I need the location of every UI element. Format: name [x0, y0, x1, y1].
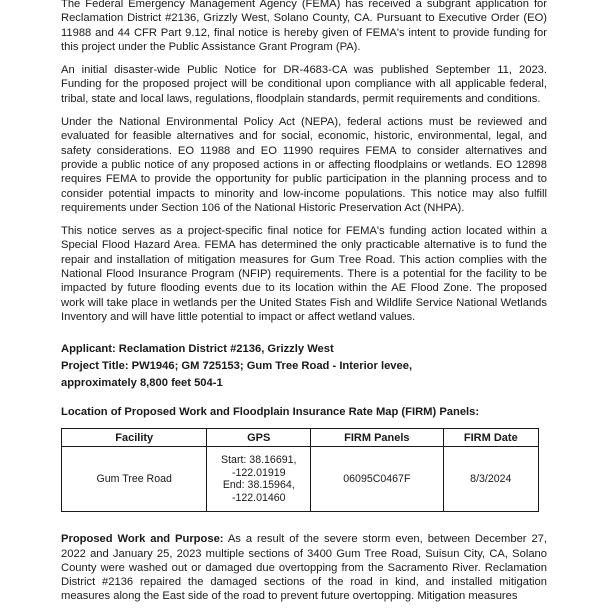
proposed-work-paragraph — [61, 532, 547, 603]
col-firm-date-header: FIRM Date — [443, 429, 538, 447]
applicant-line: Applicant: Reclamation District #2136, Grizzly West — [61, 343, 334, 356]
gps-end-label: End: 38.15964, — [222, 479, 295, 492]
notice-document — [61, 0, 547, 615]
firm-table — [61, 428, 539, 512]
final-notice-paragraph: This notice serves as a project-specific final notice for FEMA's funding action located within a Special Flood Hazard Area. FEMA has determined the only practicable alternative is to fund the repair and installation of mitigation measures for Gum Tree Road. This action complies with the National Flood Insurance Program (NFIP) requirements. There is a potential for the facility to be impacted by future flooding events due to its location within the AE Flood Zone. The proposed work will take place in wetlands per the United States Fish and Wildlife Service National Wetlands Inventory and will have little potential to impact or affect wetland values. — [61, 225, 547, 323]
col-gps-header: GPS — [207, 429, 311, 447]
proposed-work-lead: Proposed Work and Purpose: — [61, 533, 224, 546]
gps-end-longitude: -122.01460 — [231, 491, 286, 504]
gps-start-label: Start: 38.16691, — [221, 454, 297, 467]
project-title-continued: approximately 8,800 feet 504-1 — [61, 377, 223, 390]
facility-cell: Gum Tree Road — [62, 447, 207, 512]
firm-panels-cell: 06095C0467F — [311, 447, 444, 512]
col-firm-panels-header: FIRM Panels — [311, 429, 444, 447]
firm-date-cell: 8/3/2024 — [443, 447, 538, 512]
location-heading: Location of Proposed Work and Floodplain Insurance Rate Map (FIRM) Panels: — [61, 406, 480, 419]
gps-cell — [207, 447, 311, 512]
gps-start-longitude: -122.01919 — [231, 466, 286, 479]
nepa-paragraph: Under the National Environmental Policy Act (NEPA), federal actions must be reviewed and evaluated for feasible alternatives and for social, economic, historic, environmental, legal, and safety considerations. EO 11988 and EO 11990 requires FEMA to consider alternatives and provide a public notice of any proposed actions in or affecting floodplains or wetlands. EO 12898 requires FEMA to provide the opportunity for public participation in the planning process and to consider potential impacts to minority and low-income populations. This notice may also fulfill requirements under Section 106 of the National Historic Preservation Act (NHPA). — [61, 116, 547, 214]
project-title-line: Project Title: PW1946; GM 725153; Gum Tree Road - Interior levee, — [61, 360, 413, 373]
public-notice-paragraph: An initial disaster-wide Public Notice for DR-4683-CA was published September 11, 2023. Funding for the proposed project will be conditional upon compliance with all applicable federal, tribal, state and local laws, regulations, floodplain standards, permit requirements and conditions. — [61, 64, 547, 105]
table-header-row — [62, 429, 539, 447]
col-facility-header: Facility — [62, 429, 207, 447]
intro-paragraph: The Federal Emergency Management Agency (FEMA) has received a subgrant application for Reclamation District #2136, Grizzly West, Solano County, CA. Pursuant to Executive Order (EO) 11988 and 44 CFR Part 9.12, final notice is hereby given of FEMA's intent to provide funding for this project under the Public Assistance Grant Program (PA). — [61, 0, 547, 53]
project-meta — [61, 341, 547, 392]
proposed-work-text: As a result of the severe storm even, between December 27, 2022 and January 25, 2023 multiple sections of 3400 Gum Tree Road, Suisun City, CA, Solano County were washed out or damaged due overtopping from the Sacramento River. Reclamation District #2136 repaired the damaged sections of the road in kind, and installed mitigation measures along the East side of the road to prevent future overtopping. Mitigation measures — [61, 533, 548, 603]
table-row — [62, 447, 539, 512]
